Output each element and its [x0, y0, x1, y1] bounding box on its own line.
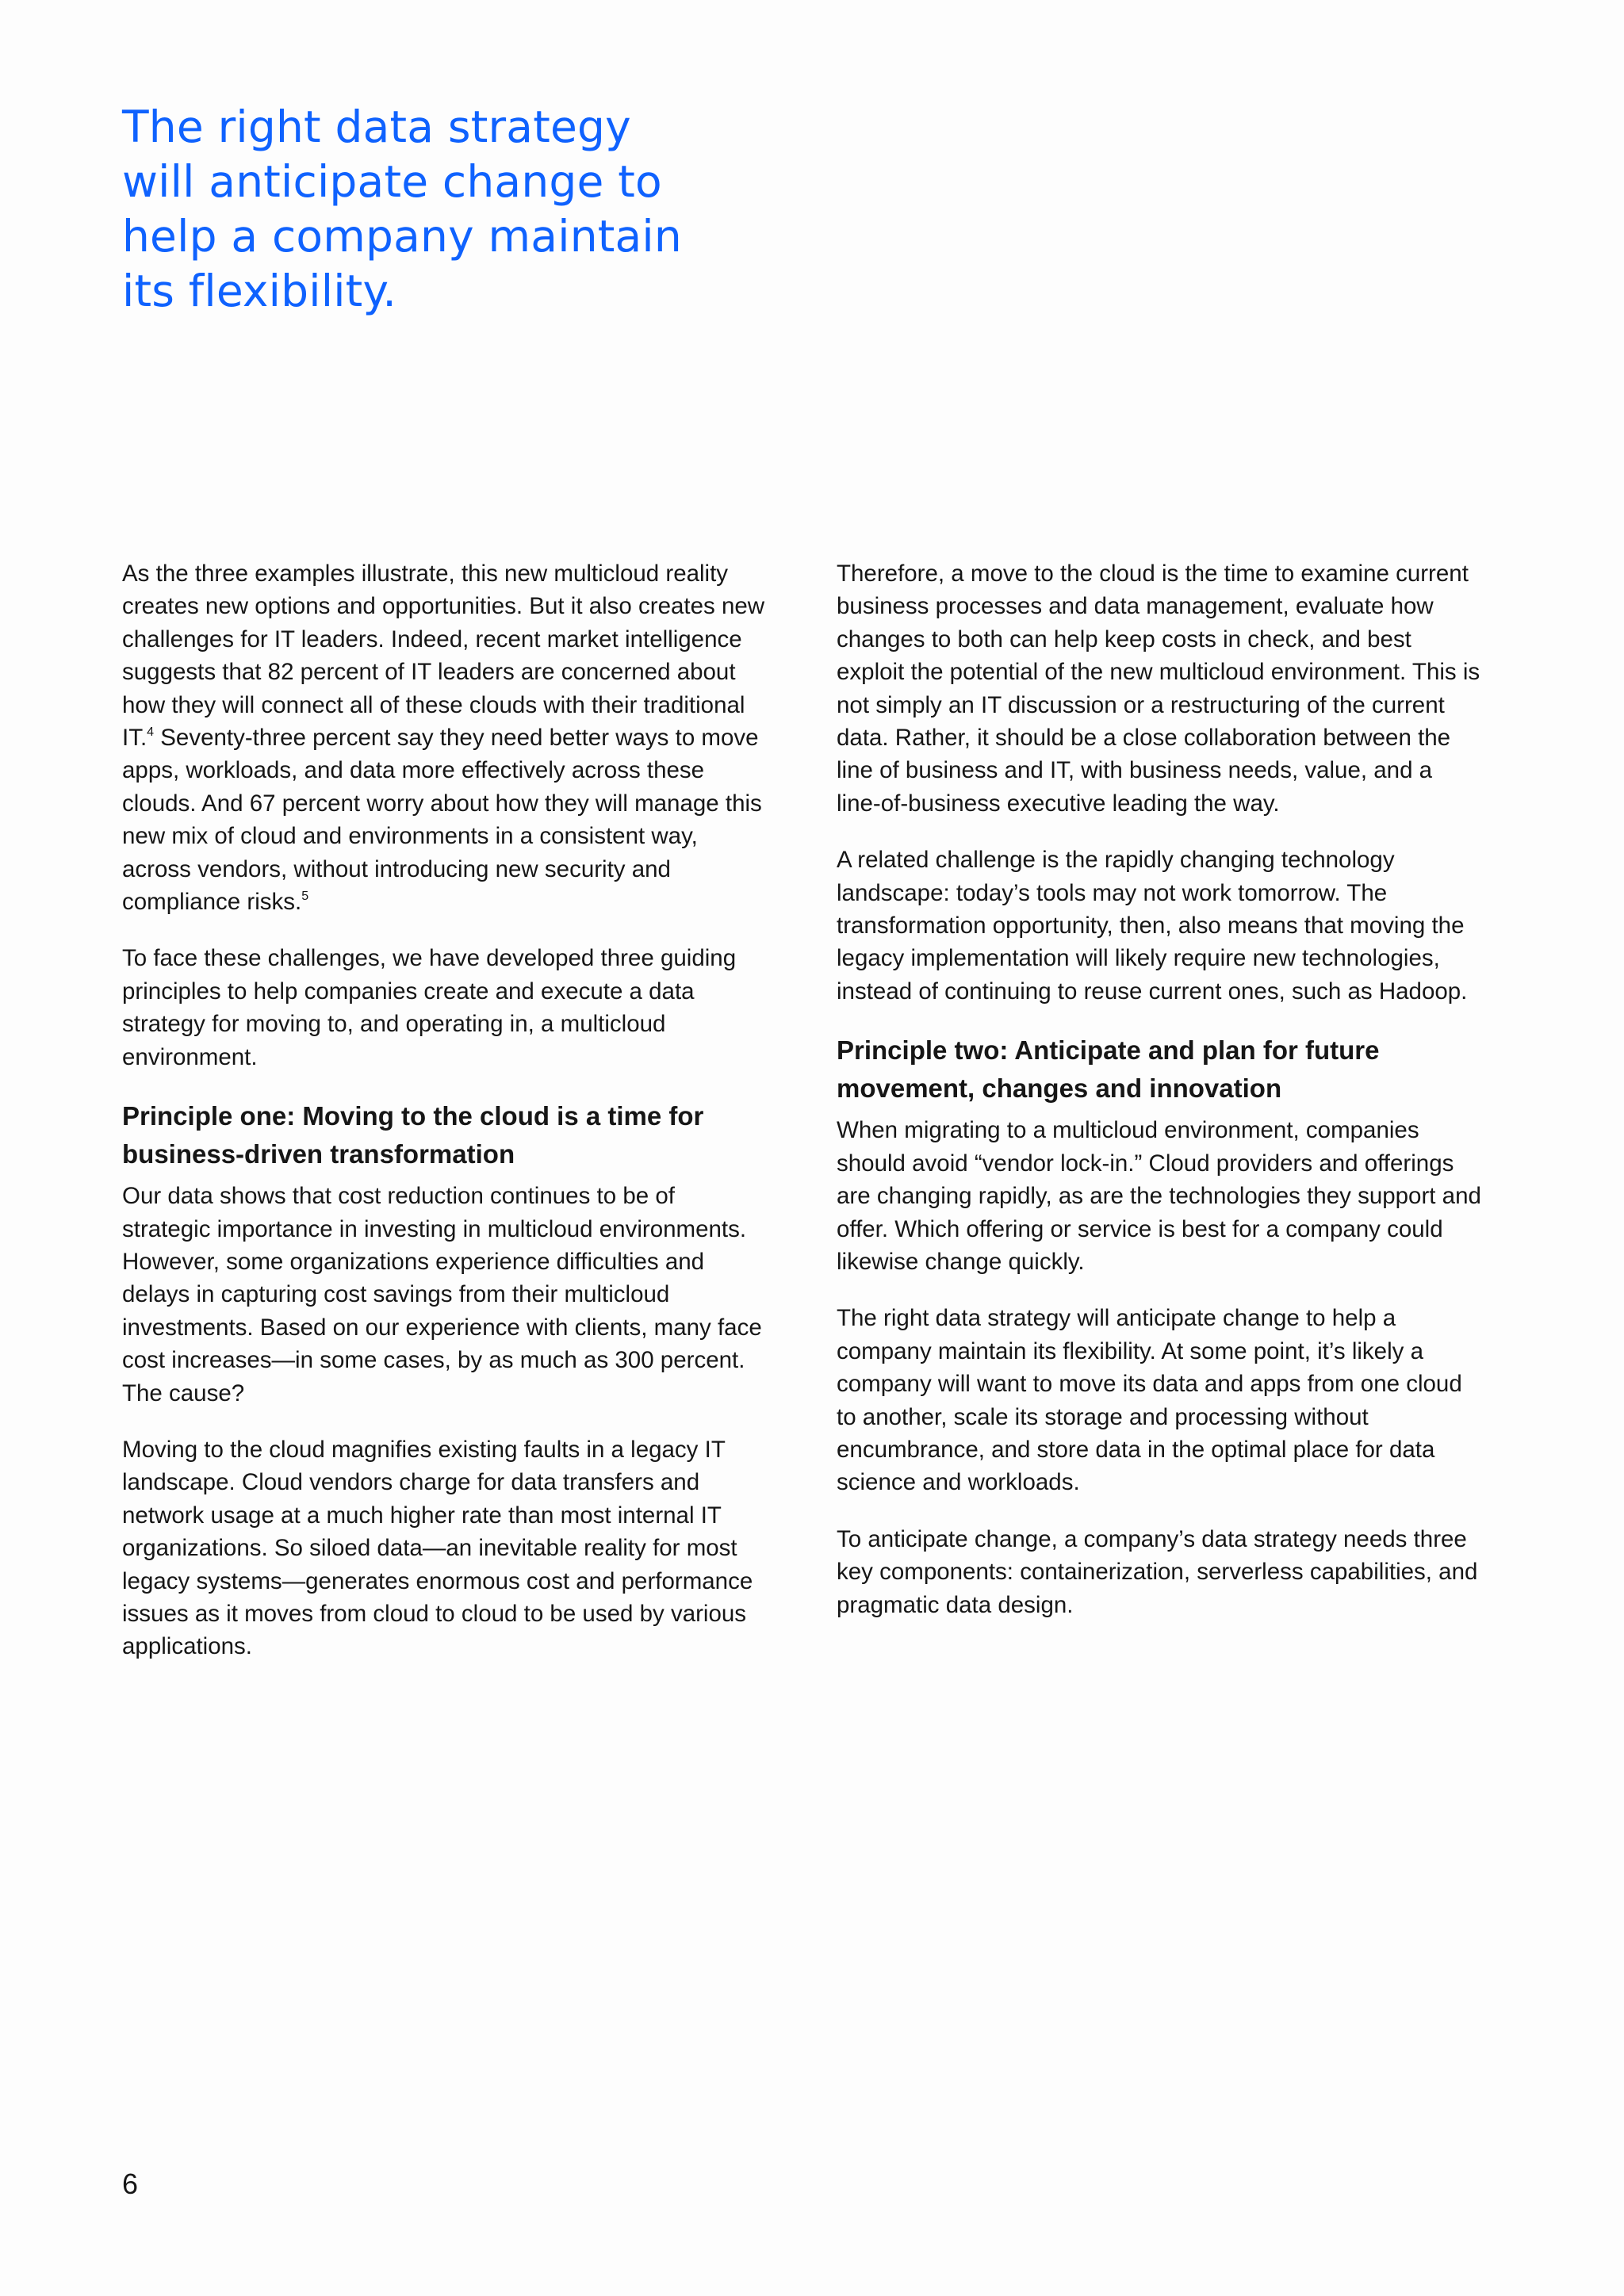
paragraph-vendor-lock-in: When migrating to a multicloud environment, companies should avoid “vendor lock-in.” Cloud providers and offerings are changing rapidly, as are the technologies they support and offer. Which offering or service is best for a company could likewise change quickly. — [837, 1117, 1481, 1275]
paragraph-examine-processes: Therefore, a move to the cloud is the time to examine current business processes and data management, evaluate how changes to both can help keep costs in check, and best exploit the potential of the new multicloud environment. This is not simply an IT discussion or a restructuring of the current data. Rather, it should be a close collaboration between the line of business and IT, with business needs, value, and a line-of-business executive leading the way. — [837, 561, 1480, 817]
paragraph-legacy-faults: Moving to the cloud magnifies existing faults in a legacy IT landscape. Cloud vendors charge for data transfers and network usage at a much higher rate than most internal IT organizations. So siloed data—an inevitable reality for most legacy systems—generates enormous cost and performance issues as it moves from cloud to cloud to be used by various applications. — [122, 1436, 753, 1660]
paragraph-flexibility: The right data strategy will anticipate change to help a company maintain its flexibility. At some point, it’s likely a company will want to move its data and apps from one cloud to another, scale its storage and processing without encumbrance, and store data in the optimal place for data science and workloads. — [837, 1305, 1462, 1496]
section-heading-principle-one: Principle one: Moving to the cloud is a time for business-driven transformation — [122, 1101, 704, 1169]
left-column — [122, 557, 768, 1687]
paragraph-text: As the three examples illustrate, this new multicloud reality creates new options and opportunities. But it also creates new challenges for IT leaders. Indeed, recent market intelligence suggests that 82 percent of IT leaders are concerned about how they will connect all of these clouds with their traditional IT. — [122, 561, 765, 752]
paragraph-multicloud-challenges — [122, 557, 768, 918]
paragraph-key-components: To anticipate change, a company’s data strategy needs three key components: containerization, serverless capabilities, and pragmatic data design. — [837, 1525, 1478, 1618]
footnote-reference[interactable]: 4 — [147, 725, 155, 740]
page-number: 6 — [122, 2168, 139, 2200]
paragraph-cost-reduction: Our data shows that cost reduction continues to be of strategic importance in investing in multicloud environments. However, some organizations experience difficulties and delays in capturing cost savings from their multicloud investments. Based on our experience with clients, many face cost increases—in some cases, by as much as 300 percent. The cause? — [122, 1183, 762, 1406]
paragraph-technology-landscape: A related challenge is the rapidly changing technology landscape: today’s tools may not work tomorrow. The transformation opportunity, then, also means that moving the legacy implementation will likely require new technologies, instead of continuing to reuse current ones, such as Hadoop. — [837, 847, 1468, 1004]
pull-quote: The right data strategy will anticipate change to help a company maintain its flexibility. — [122, 101, 682, 316]
right-column — [837, 557, 1483, 1645]
paragraph-text: Seventy-three percent say they need better ways to move apps, workloads, and data more effectively across these clouds. And 67 percent worry about how they will manage this new mix of cloud and environments in a consistent way, across vendors, without introducing new security and compliance risks. — [122, 725, 762, 916]
paragraph-guiding-principles: To face these challenges, we have developed three guiding principles to help companies create and execute a data strategy for moving to, and operating in, a multicloud environment. — [122, 945, 737, 1070]
section-heading-principle-two: Principle two: Anticipate and plan for future movement, changes and innovation — [837, 1035, 1380, 1104]
footnote-reference[interactable]: 5 — [301, 890, 309, 904]
